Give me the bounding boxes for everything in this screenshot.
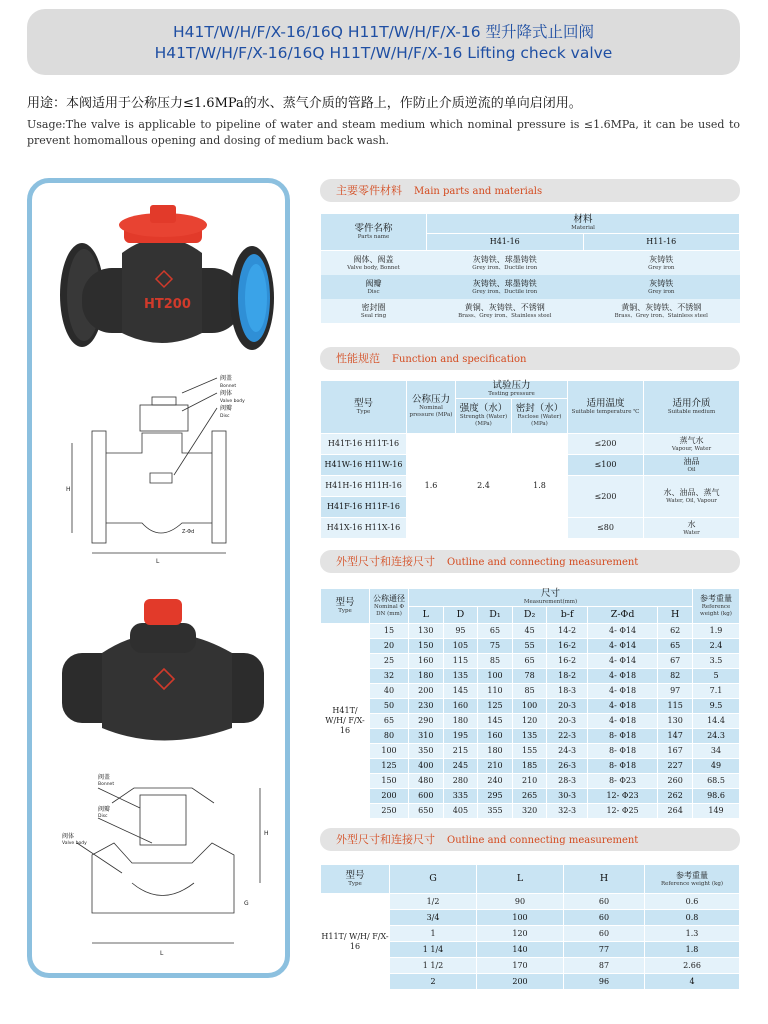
spec-temp: ≤80 <box>568 518 644 539</box>
d2-label-body-en: Valve body <box>62 841 87 846</box>
o1-cell: 125 <box>478 699 513 714</box>
o2-cell: 3/4 <box>390 910 477 926</box>
o1-cell: 30-3 <box>547 789 587 804</box>
o1-table-row <box>321 669 740 684</box>
spec-temp: ≤200 <box>568 476 644 518</box>
o1-cell: 147 <box>658 729 693 744</box>
o2-type-cell: H11T/ W/H/ F/X-16 <box>321 894 390 990</box>
d1-label-bonnet-cn: 阀盖 <box>220 375 233 382</box>
o1-table-row <box>321 759 740 774</box>
spec-type: H41W-16 H11W-16 <box>321 455 407 476</box>
o1-table-row <box>321 774 740 789</box>
o2-cell: 90 <box>477 894 564 910</box>
parts-col-h11: H11-16 <box>583 233 740 250</box>
o1-cell: 145 <box>478 714 513 729</box>
o1-col: D₁ <box>478 607 513 624</box>
o1-cell: 200 <box>409 684 444 699</box>
o2-cell: 1.3 <box>645 926 740 942</box>
o1-cell: 49 <box>693 759 740 774</box>
o1-cell: 227 <box>658 759 693 774</box>
o2-cell: 100 <box>477 910 564 926</box>
spec-medium: 油品 Oil <box>644 455 740 476</box>
o1-cell: 85 <box>478 654 513 669</box>
o1-table-row <box>321 714 740 729</box>
spec-title-cn: 性能规范 <box>336 352 380 365</box>
product-illustrations <box>32 183 285 973</box>
o2-cell: 77 <box>564 942 645 958</box>
o1-cell: 55 <box>512 639 547 654</box>
parts-title-cn: 主要零件材料 <box>336 184 402 197</box>
spec-medium: 蒸气水 Vapour, Water <box>644 434 740 455</box>
o1-cell: 4- Φ18 <box>587 684 658 699</box>
o1-cell: 160 <box>478 729 513 744</box>
o1-cell: 160 <box>409 654 444 669</box>
o1-cell: 62 <box>658 624 693 639</box>
o1-cell: 14-2 <box>547 624 587 639</box>
d1-label-bonnet-en: Bonnet <box>220 384 237 389</box>
spec-header-temp: 适用温度 Suitable temperature ℃ <box>568 381 644 434</box>
spec-section-header <box>320 347 740 370</box>
outline1-title-en: Outline and connecting measurement <box>447 557 639 568</box>
o1-cell: 280 <box>443 774 478 789</box>
o1-table-row <box>321 744 740 759</box>
flanged-valve-drawing <box>72 378 226 553</box>
o1-cell: 105 <box>443 639 478 654</box>
o1-cell: 264 <box>658 804 693 819</box>
outline1-title-cn: 外型尺寸和连接尺寸 <box>336 555 435 568</box>
o1-cell: 150 <box>370 774 409 789</box>
o1-cell: 5 <box>693 669 740 684</box>
o1-cell: 400 <box>409 759 444 774</box>
o1-cell: 4- Φ18 <box>587 699 658 714</box>
outline2-title-en: Outline and connecting measurement <box>447 835 639 846</box>
o1-cell: 180 <box>478 744 513 759</box>
parts-section-header <box>320 179 740 202</box>
o1-cell: 95 <box>443 624 478 639</box>
o1-cell: 155 <box>512 744 547 759</box>
o1-cell: 28-3 <box>547 774 587 789</box>
o1-cell: 180 <box>409 669 444 684</box>
o1-cell: 115 <box>658 699 693 714</box>
o1-cell: 135 <box>443 669 478 684</box>
o1-cell: 200 <box>370 789 409 804</box>
o2-cell: 1/2 <box>390 894 477 910</box>
o1-cell: 82 <box>658 669 693 684</box>
o1-header-dn: 公称通径 Nominal Φ DN (mm) <box>370 589 409 624</box>
o1-cell: 350 <box>409 744 444 759</box>
o1-cell: 40 <box>370 684 409 699</box>
usage-cn: 用途：本阀适用于公称压力≤1.6MPa的水、蒸气介质的管路上，作防止介质逆流的单向启闭用。 <box>27 96 582 111</box>
o1-cell: 4- Φ18 <box>587 669 658 684</box>
o1-cell: 210 <box>478 759 513 774</box>
o2-cell: 1 <box>390 926 477 942</box>
spec-temp: ≤100 <box>568 455 644 476</box>
spec-header-strength: 强度（水） Strength (Water) (MPa) <box>456 399 512 434</box>
o1-table-row <box>321 654 740 669</box>
o1-type-cell: H41T/ W/H/ F/X-16 <box>321 624 370 819</box>
o2-cell: 1 1/4 <box>390 942 477 958</box>
d2-label-l: L <box>160 950 164 957</box>
o1-cell: 67 <box>658 654 693 669</box>
o1-cell: 65 <box>658 639 693 654</box>
spec-header-type: 型号 Type <box>321 381 407 434</box>
spec-table <box>320 380 740 539</box>
o1-cell: 85 <box>512 684 547 699</box>
o1-cell: 15 <box>370 624 409 639</box>
o1-cell: 180 <box>443 714 478 729</box>
o1-cell: 98.6 <box>693 789 740 804</box>
o1-cell: 97 <box>658 684 693 699</box>
spec-type: H41T-16 H11T-16 <box>321 434 407 455</box>
o2-cell: 1.8 <box>645 942 740 958</box>
o1-cell: 65 <box>370 714 409 729</box>
o2-col: H <box>564 865 645 894</box>
o1-cell: 480 <box>409 774 444 789</box>
d1-label-h: H <box>66 486 71 493</box>
o1-cell: 24-3 <box>547 744 587 759</box>
o1-table-row <box>321 624 740 639</box>
o1-cell: 20-3 <box>547 714 587 729</box>
o1-cell: 9.5 <box>693 699 740 714</box>
o1-cell: 115 <box>443 654 478 669</box>
o1-cell: 4- Φ14 <box>587 639 658 654</box>
spec-type: H41F-16 H11F-16 <box>321 497 407 518</box>
o1-cell: 78 <box>512 669 547 684</box>
parts-title-en: Main parts and materials <box>414 186 543 197</box>
d2-label-disc-en: Disc <box>98 814 108 819</box>
o1-cell: 100 <box>512 699 547 714</box>
spec-header-medium: 适用介质 Suitable medium <box>644 381 740 434</box>
o1-cell: 32-3 <box>547 804 587 819</box>
parts-col-h41: H41-16 <box>427 233 584 250</box>
spec-temp: ≤200 <box>568 434 644 455</box>
o1-cell: 34 <box>693 744 740 759</box>
parts-header-material: 材料 Material <box>427 214 740 234</box>
parts-header-name: 零件名称 Parts name <box>321 214 427 251</box>
o1-cell: 130 <box>409 624 444 639</box>
d2-label-body-cn: 阀体 <box>62 833 75 840</box>
o1-cell: 75 <box>478 639 513 654</box>
o1-cell: 8- Φ18 <box>587 759 658 774</box>
parts-row: 阀瓣 Disc 灰铸铁、球墨铸铁 Grey iron、Ductile iron 灰铸铁 Grey iron <box>321 275 740 299</box>
o1-cell: 16-2 <box>547 639 587 654</box>
d2-label-g: G <box>244 900 249 907</box>
o1-cell: 149 <box>693 804 740 819</box>
valve-mark-text: HT200 <box>144 297 191 312</box>
o1-cell: 195 <box>443 729 478 744</box>
o2-cell: 2 <box>390 974 477 990</box>
o2-cell: 2.66 <box>645 958 740 974</box>
o1-cell: 22-3 <box>547 729 587 744</box>
o1-cell: 320 <box>512 804 547 819</box>
o1-table-row <box>321 699 740 714</box>
o1-cell: 18-3 <box>547 684 587 699</box>
d1-label-body-cn: 阀体 <box>220 390 233 397</box>
o1-cell: 355 <box>478 804 513 819</box>
o2-cell: 120 <box>477 926 564 942</box>
o1-cell: 3.5 <box>693 654 740 669</box>
o1-col: b-f <box>547 607 587 624</box>
o1-cell: 7.1 <box>693 684 740 699</box>
o1-cell: 50 <box>370 699 409 714</box>
o2-cell: 60 <box>564 894 645 910</box>
o2-cell: 87 <box>564 958 645 974</box>
d1-label-disc-en: Disc <box>220 414 230 419</box>
o1-cell: 260 <box>658 774 693 789</box>
o1-table-row <box>321 729 740 744</box>
o1-cell: 14.4 <box>693 714 740 729</box>
usage-section <box>27 92 740 149</box>
o1-header-weight: 参考重量 Reference weight (kg) <box>693 589 740 624</box>
spec-header-np: 公称压力 Nominal pressure (MPa) <box>407 381 456 434</box>
title-line-2: H41T/W/H/F/X-16/16Q H11T/W/H/F/X-16 Lifting check valve <box>154 44 613 62</box>
d1-label-body-en: Valve body <box>220 399 245 404</box>
o1-cell: 4- Φ14 <box>587 654 658 669</box>
outline1-section-header <box>320 550 740 573</box>
o1-table-row <box>321 804 740 819</box>
o1-cell: 8- Φ18 <box>587 729 658 744</box>
o1-cell: 45 <box>512 624 547 639</box>
d1-label-l: L <box>156 558 160 565</box>
o1-col: L <box>409 607 444 624</box>
o1-cell: 1.9 <box>693 624 740 639</box>
d2-label-bonnet-en: Bonnet <box>98 782 115 787</box>
o1-cell: 265 <box>512 789 547 804</box>
o2-col: L <box>477 865 564 894</box>
o2-cell: 140 <box>477 942 564 958</box>
outline2-section-header <box>320 828 740 851</box>
o2-cell: 200 <box>477 974 564 990</box>
o1-cell: 16-2 <box>547 654 587 669</box>
parts-row: 阀体、阀盖 Valve body, Bonnet 灰铸铁、球墨铸铁 Grey iron、Ductile iron 灰铸铁 Grey iron <box>321 251 740 276</box>
o1-cell: 100 <box>478 669 513 684</box>
o1-cell: 26-3 <box>547 759 587 774</box>
spec-medium: 水 Water <box>644 518 740 539</box>
o1-header-measurement: 尺寸 Measurement(mm) <box>409 589 693 607</box>
o2-cell: 1 1/2 <box>390 958 477 974</box>
spec-header-seal: 密封（水） Rsclose (Water) (MPa) <box>512 399 568 434</box>
o1-cell: 12- Φ23 <box>587 789 658 804</box>
o2-table-row <box>321 894 740 910</box>
o1-cell: 12- Φ25 <box>587 804 658 819</box>
o1-cell: 135 <box>512 729 547 744</box>
o1-col: H <box>658 607 693 624</box>
o1-cell: 4- Φ14 <box>587 624 658 639</box>
product-image-panel <box>27 178 290 978</box>
o1-cell: 130 <box>658 714 693 729</box>
o1-cell: 65 <box>512 654 547 669</box>
parts-row: 密封圈 Seal ring 黄铜、灰铸铁、不锈钢 Brass、Grey iron、Stainless steel 黄铜、灰铸铁、不锈钢 Brass、Grey iron、Stainless steel <box>321 299 740 323</box>
o2-header-weight: 参考重量 Reference weight (kg) <box>645 865 740 894</box>
o1-cell: 650 <box>409 804 444 819</box>
o1-cell: 160 <box>443 699 478 714</box>
o2-col: G <box>390 865 477 894</box>
o1-table-row <box>321 789 740 804</box>
spec-medium: 水、油品、蒸气 Water, Oil, Vapour <box>644 476 740 518</box>
o1-cell: 32 <box>370 669 409 684</box>
o1-header-type: 型号 Type <box>321 589 370 624</box>
o1-cell: 405 <box>443 804 478 819</box>
o1-cell: 4- Φ18 <box>587 714 658 729</box>
o1-cell: 310 <box>409 729 444 744</box>
o2-cell: 96 <box>564 974 645 990</box>
o2-cell: 0.8 <box>645 910 740 926</box>
o1-cell: 335 <box>443 789 478 804</box>
o1-cell: 2.4 <box>693 639 740 654</box>
d2-label-h: H <box>264 830 269 837</box>
spec-np-value: 1.6 <box>407 434 456 539</box>
title-line-1: H41T/W/H/F/X-16/16Q H11T/W/H/F/X-16 型升降式止回阀 <box>172 23 595 41</box>
o1-cell: 215 <box>443 744 478 759</box>
flanged-valve-image <box>60 205 274 350</box>
o1-cell: 245 <box>443 759 478 774</box>
o1-cell: 68.5 <box>693 774 740 789</box>
o1-cell: 240 <box>478 774 513 789</box>
o1-cell: 20 <box>370 639 409 654</box>
d2-label-bonnet-cn: 阀盖 <box>98 774 111 781</box>
o1-table-row <box>321 684 740 699</box>
o1-cell: 600 <box>409 789 444 804</box>
o1-col: D <box>443 607 478 624</box>
o1-cell: 25 <box>370 654 409 669</box>
o1-cell: 262 <box>658 789 693 804</box>
d1-label-zd: Z-Φd <box>182 529 195 535</box>
o1-cell: 167 <box>658 744 693 759</box>
o1-table-row <box>321 639 740 654</box>
spec-seal-value: 1.8 <box>512 434 568 539</box>
o1-cell: 8- Φ23 <box>587 774 658 789</box>
o1-cell: 295 <box>478 789 513 804</box>
o2-cell: 60 <box>564 910 645 926</box>
usage-en: Usage:The valve is applicable to pipeline of water and steam medium which nominal pressure is ≤1.6MPa, it can be used to prevent homomallous opening and dosing of medium back wash. <box>27 118 740 147</box>
o1-cell: 80 <box>370 729 409 744</box>
o1-cell: 145 <box>443 684 478 699</box>
spec-strength-value: 2.4 <box>456 434 512 539</box>
o1-cell: 8- Φ18 <box>587 744 658 759</box>
o1-col: Z-Φd <box>587 607 658 624</box>
o1-cell: 230 <box>409 699 444 714</box>
o2-cell: 60 <box>564 926 645 942</box>
outline2-table <box>320 864 740 990</box>
o2-cell: 0.6 <box>645 894 740 910</box>
o1-cell: 290 <box>409 714 444 729</box>
o1-cell: 110 <box>478 684 513 699</box>
parts-table <box>320 213 740 323</box>
o1-cell: 100 <box>370 744 409 759</box>
o1-cell: 250 <box>370 804 409 819</box>
o1-cell: 20-3 <box>547 699 587 714</box>
o1-cell: 150 <box>409 639 444 654</box>
spec-title-en: Function and specification <box>392 354 527 365</box>
o2-cell: 170 <box>477 958 564 974</box>
o1-cell: 65 <box>478 624 513 639</box>
spec-type: H41H-16 H11H-16 <box>321 476 407 497</box>
o1-cell: 125 <box>370 759 409 774</box>
spec-header-tp: 试验压力 Testing pressure <box>456 381 568 399</box>
o1-cell: 185 <box>512 759 547 774</box>
o1-cell: 24.3 <box>693 729 740 744</box>
d1-label-disc-cn: 阀瓣 <box>220 405 233 412</box>
o1-cell: 210 <box>512 774 547 789</box>
o1-cell: 120 <box>512 714 547 729</box>
outline2-title-cn: 外型尺寸和连接尺寸 <box>336 833 435 846</box>
threaded-valve-image <box>62 599 264 741</box>
spec-type: H41X-16 H11X-16 <box>321 518 407 539</box>
outline1-table <box>320 588 740 819</box>
o1-col: D₂ <box>512 607 547 624</box>
title-banner <box>27 9 740 75</box>
o2-header-type: 型号 Type <box>321 865 390 894</box>
d2-label-disc-cn: 阀瓣 <box>98 806 111 813</box>
o2-cell: 4 <box>645 974 740 990</box>
o1-cell: 18-2 <box>547 669 587 684</box>
